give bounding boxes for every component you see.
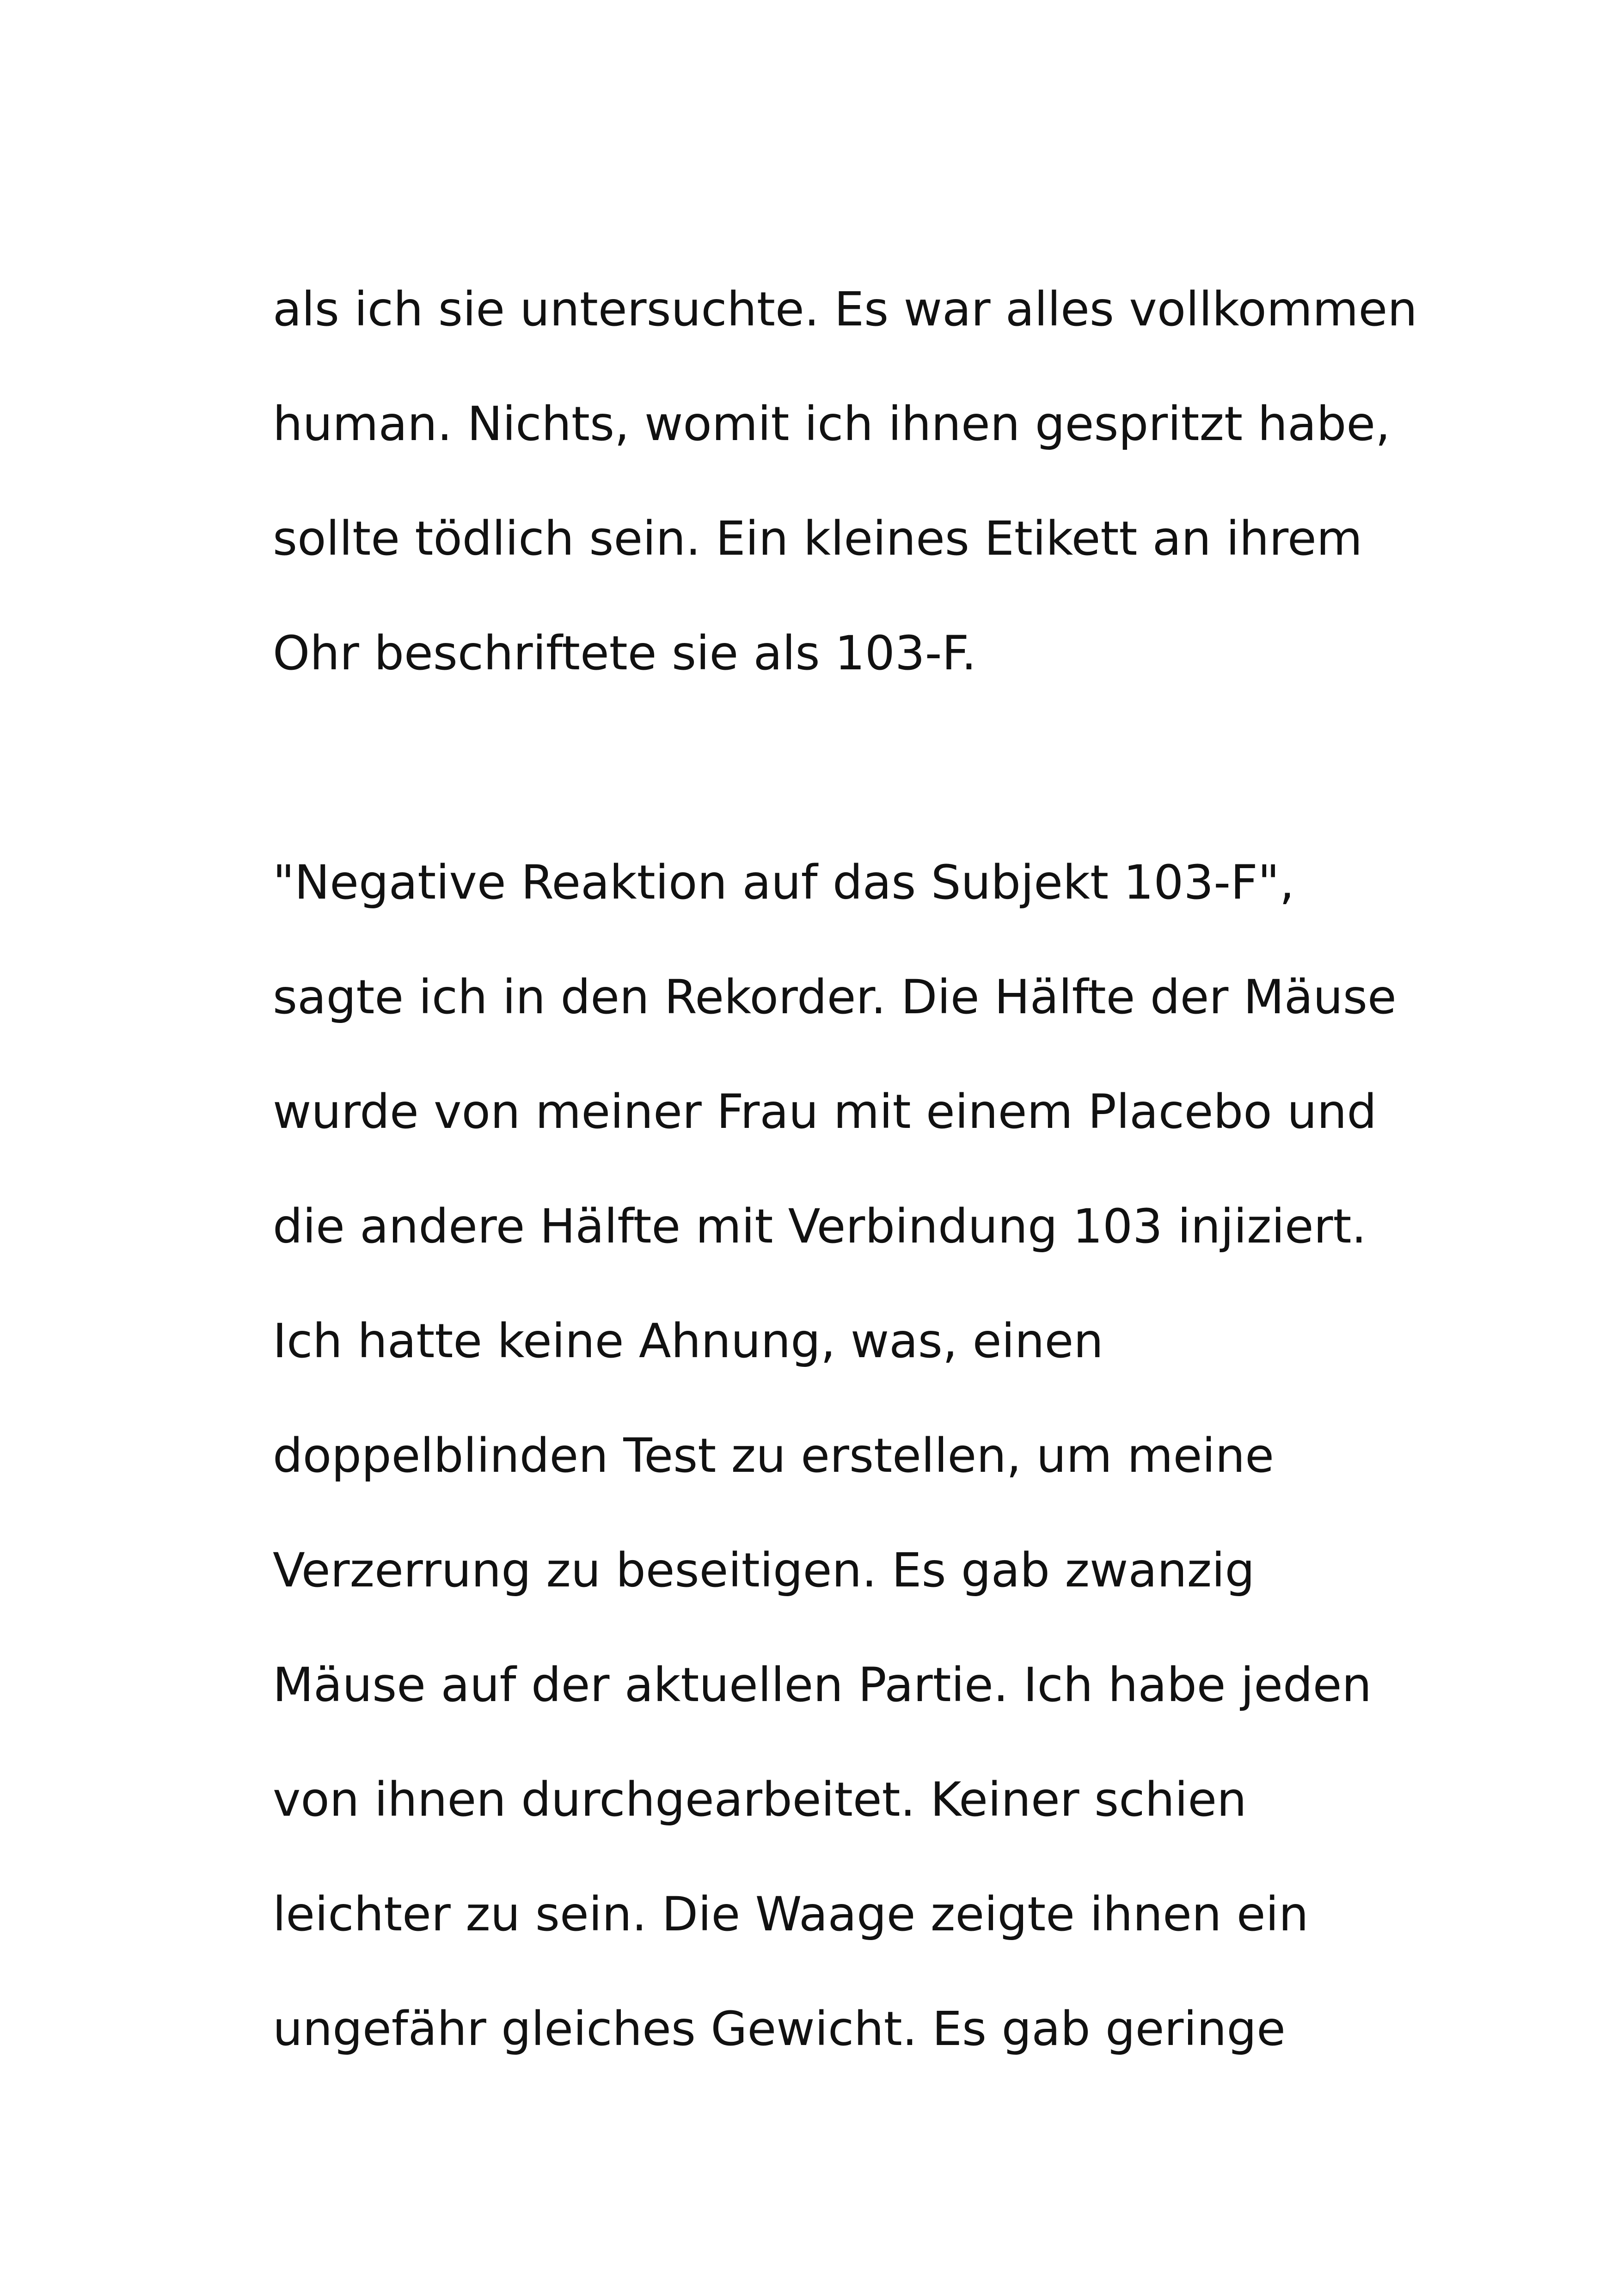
text-line: die andere Hälfte mit Verbindung 103 injiziert. (273, 1199, 1367, 1254)
paragraph-2 (273, 846, 1521, 2107)
text-line: doppelblinden Test zu erstellen, um meine (273, 1428, 1275, 1483)
text-line: Ohr beschriftete sie als 103-F. (273, 626, 977, 681)
text-line: sagte ich in den Rekorder. Die Hälfte der Mäuse (273, 970, 1397, 1025)
text-line: human. Nichts, womit ich ihnen gespritzt habe, (273, 397, 1391, 452)
text-line: Mäuse auf der aktuellen Partie. Ich habe jeden (273, 1658, 1372, 1713)
text-line: Ich hatte keine Ahnung, was, einen (273, 1314, 1103, 1369)
text-line: als ich sie untersuchte. Es war alles vollkommen (273, 282, 1417, 337)
text-line: Verzerrung zu beseitigen. Es gab zwanzig (273, 1543, 1255, 1598)
text-line: "Negative Reaktion auf das Subjekt 103-F", (273, 855, 1295, 910)
text-line: wurde von meiner Frau mit einem Placebo und (273, 1084, 1377, 1139)
text-line: leichter zu sein. Die Waage zeigte ihnen ein (273, 1887, 1309, 1942)
text-line: sollte tödlich sein. Ein kleines Etikett an ihrem (273, 511, 1363, 566)
text-line: von ihnen durchgearbeitet. Keiner schien (273, 1772, 1247, 1827)
text-line: ungefähr gleiches Gewicht. Es gab geringe (273, 2002, 1286, 2057)
paragraph-1 (273, 273, 1521, 731)
